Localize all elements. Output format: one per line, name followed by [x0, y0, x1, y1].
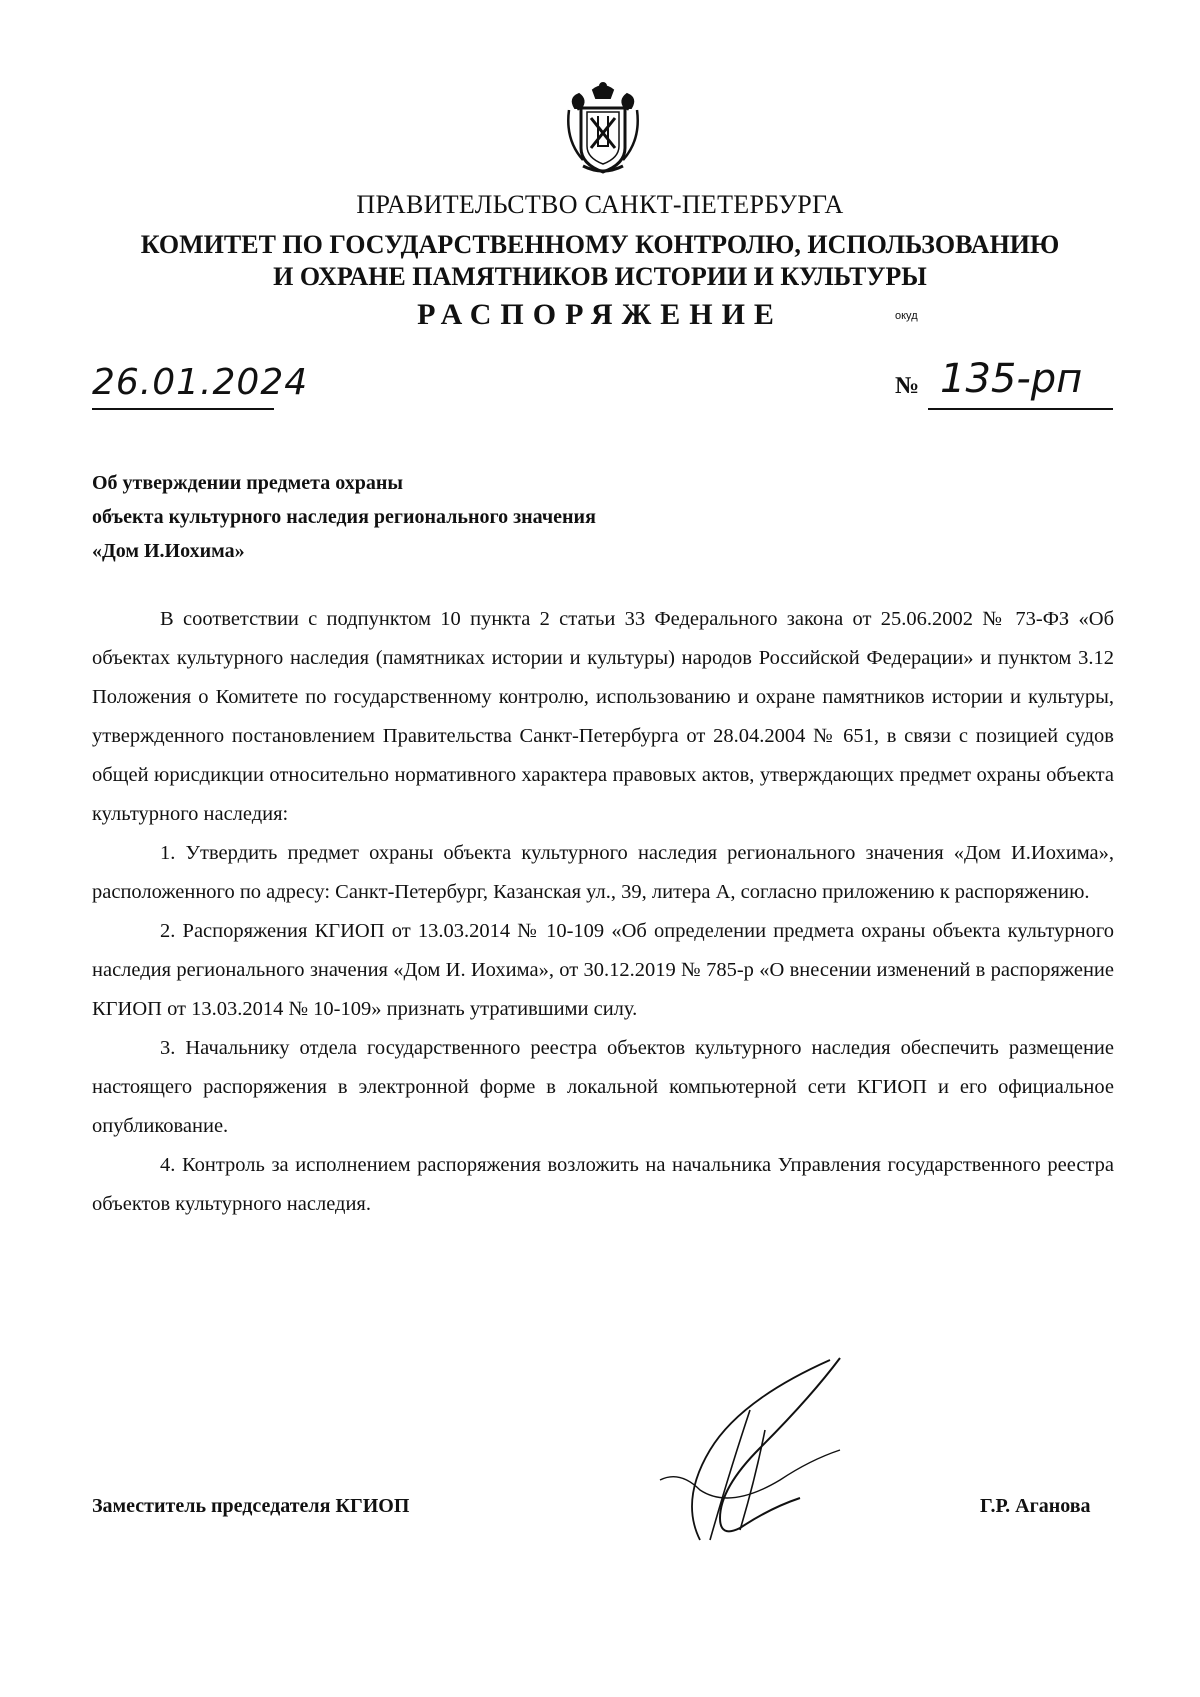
subject-line-2: объекта культурного наследия регионального значения [92, 506, 596, 528]
date-underline [92, 408, 274, 410]
government-title: ПРАВИТЕЛЬСТВО САНКТ-ПЕТЕРБУРГА [356, 190, 844, 219]
number-sign: № [895, 373, 920, 399]
item-1-paragraph: 1. Утвердить предмет охраны объекта культурного наследия регионального значения «Дом И.Иохима», расположенного по адресу: Санкт-Петербург, Казанская ул., 39, литера А, согласно приложению к распоряжению. [92, 842, 1114, 903]
number-underline [928, 408, 1113, 410]
committee-title-line-1: КОМИТЕТ ПО ГОСУДАРСТВЕННОМУ КОНТРОЛЮ, ИСПОЛЬЗОВАНИЮ [140, 230, 1060, 259]
document-body [92, 600, 1114, 1224]
committee-title-line-2: И ОХРАНЕ ПАМЯТНИКОВ ИСТОРИИ И КУЛЬТУРЫ [273, 262, 927, 291]
document-type: РАСПОРЯЖЕНИЕ [417, 298, 783, 331]
item-4-paragraph: 4. Контроль за исполнением распоряжения возложить на начальника Управления государственного реестра объектов культурного наследия. [92, 1154, 1114, 1215]
subject-line-1: Об утверждении предмета охраны [92, 472, 403, 494]
document-subject [92, 466, 596, 568]
subject-line-3: «Дом И.Иохима» [92, 540, 245, 562]
document-number: 135-рп [940, 356, 1083, 402]
signatory-name: Г.Р. Аганова [980, 1495, 1091, 1517]
okud-label: окуд [895, 310, 918, 322]
coat-of-arms-emblem [553, 80, 653, 180]
item-2-paragraph: 2. Распоряжения КГИОП от 13.03.2014 № 10-109 «Об определении предмета охраны объекта культурного наследия регионального значения «Дом И. Иохима», от 30.12.2019 № 785-р «О внесении изменений в распоряжение КГИОП от 13.03.2014 № 10-109» признать утратившими силу. [92, 920, 1114, 1020]
item-3-paragraph: 3. Начальнику отдела государственного реестра объектов культурного наследия обеспечить размещение настоящего распоряжения в электронной форме в локальной компьютерной сети КГИОП и его официальное опубликование. [92, 1037, 1114, 1137]
signatory-position: Заместитель председателя КГИОП [92, 1495, 410, 1517]
preamble-paragraph: В соответствии с подпунктом 10 пункта 2 статьи 33 Федерального закона от 25.06.2002 № 73-ФЗ «Об объектах культурного наследия (памятниках истории и культуры) народов Российской Федерации» и пунктом 3.12 Положения о Комитете по государственному контролю, использованию и охране памятников истории и культуры, утвержденного постановлением Правительства Санкт-Петербурга от 28.04.2004 № 651, в связи с позицией судов общей юрисдикции относительно нормативного характера правовых актов, утверждающих предмет охраны объекта культурного наследия: [92, 608, 1114, 825]
handwritten-signature [640, 1350, 870, 1550]
document-date: 26.01.2024 [92, 362, 309, 403]
